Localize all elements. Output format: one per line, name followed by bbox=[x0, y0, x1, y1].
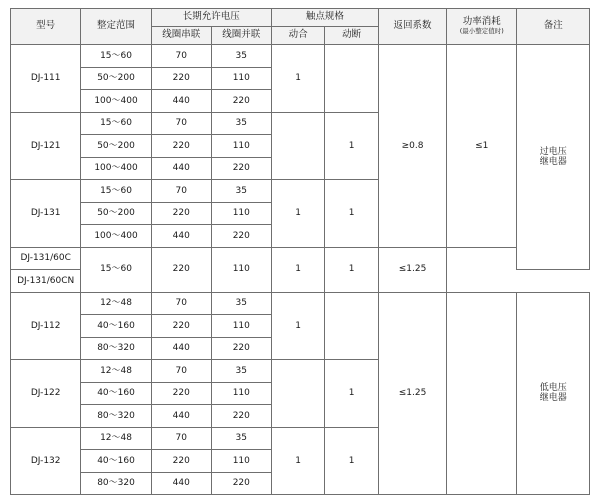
cell-series: 70 bbox=[151, 360, 211, 383]
cell-parallel: 220 bbox=[211, 472, 271, 495]
header-voltage-parallel: 线圈并联 bbox=[211, 27, 271, 45]
cell-series: 220 bbox=[151, 315, 211, 338]
cell-contact-make bbox=[271, 360, 325, 428]
cell-contact-make: 1 bbox=[271, 45, 325, 113]
cell-parallel: 35 bbox=[211, 292, 271, 315]
cell-model: DJ-111 bbox=[11, 45, 81, 113]
cell-range: 100～400 bbox=[81, 157, 151, 180]
cell-series: 440 bbox=[151, 337, 211, 360]
cell-contact-make: 1 bbox=[271, 427, 325, 495]
cell-parallel: 35 bbox=[211, 360, 271, 383]
cell-parallel: 35 bbox=[211, 427, 271, 450]
cell-parallel: 220 bbox=[211, 337, 271, 360]
cell-contact-break: 1 bbox=[325, 180, 379, 248]
cell-series: 440 bbox=[151, 405, 211, 428]
header-model: 型号 bbox=[11, 9, 81, 45]
cell-contact-make: 1 bbox=[271, 292, 325, 360]
remark-top-line2: 继电器 bbox=[539, 157, 567, 167]
cell-model: DJ-132 bbox=[11, 427, 81, 495]
cell-parallel: 220 bbox=[211, 90, 271, 113]
cell-series: 220 bbox=[151, 202, 211, 225]
header-remark: 备注 bbox=[517, 9, 590, 45]
cell-parallel: 110 bbox=[211, 450, 271, 473]
cell-parallel: 35 bbox=[211, 45, 271, 68]
cell-series: 440 bbox=[151, 225, 211, 248]
cell-range: 50～200 bbox=[81, 202, 151, 225]
cell-range: 12～48 bbox=[81, 360, 151, 383]
cell-series: 220 bbox=[151, 135, 211, 158]
cell-model: DJ-122 bbox=[11, 360, 81, 428]
cell-return-ratio-bottom: ≤1.25 bbox=[378, 292, 446, 495]
cell-range: 80～320 bbox=[81, 472, 151, 495]
cell-series: 220 bbox=[151, 382, 211, 405]
cell-range: 12～48 bbox=[81, 427, 151, 450]
remark-top-line1: 过电压 bbox=[539, 146, 567, 157]
cell-range: 80～320 bbox=[81, 337, 151, 360]
cell-parallel: 110 bbox=[211, 247, 271, 292]
cell-parallel: 35 bbox=[211, 112, 271, 135]
cell-series: 70 bbox=[151, 180, 211, 203]
cell-parallel: 220 bbox=[211, 405, 271, 428]
cell-series: 70 bbox=[151, 45, 211, 68]
cell-remark-top bbox=[517, 45, 590, 270]
header-contact-break: 动断 bbox=[325, 27, 379, 45]
cell-model: DJ-131/60C bbox=[11, 247, 81, 270]
cell-series: 70 bbox=[151, 427, 211, 450]
table-row bbox=[11, 292, 590, 315]
cell-contact-break: 1 bbox=[325, 360, 379, 428]
cell-contact-break bbox=[325, 292, 379, 360]
table-row bbox=[11, 247, 590, 270]
cell-parallel: 35 bbox=[211, 180, 271, 203]
cell-parallel: 220 bbox=[211, 225, 271, 248]
cell-parallel: 110 bbox=[211, 315, 271, 338]
cell-series: 70 bbox=[151, 112, 211, 135]
cell-range: 80～320 bbox=[81, 405, 151, 428]
cell-parallel: 110 bbox=[211, 135, 271, 158]
cell-contact-make bbox=[271, 112, 325, 180]
cell-model-2: DJ-131/60CN bbox=[11, 270, 81, 293]
header-voltage-group: 长期允许电压 bbox=[151, 9, 271, 27]
header-power-label: 功率消耗 bbox=[462, 16, 501, 28]
cell-range: 50～200 bbox=[81, 67, 151, 90]
cell-contact-break: 1 bbox=[325, 247, 379, 292]
cell-parallel: 110 bbox=[211, 382, 271, 405]
header-power-note: (最小整定值时) bbox=[459, 27, 504, 36]
cell-range: 40～160 bbox=[81, 382, 151, 405]
cell-parallel: 110 bbox=[211, 202, 271, 225]
cell-contact-break: 1 bbox=[325, 427, 379, 495]
cell-series: 440 bbox=[151, 90, 211, 113]
cell-contact-break: 1 bbox=[325, 112, 379, 180]
table-row bbox=[11, 45, 590, 68]
cell-power-special: ≤1.25 bbox=[378, 247, 446, 292]
cell-series: 440 bbox=[151, 157, 211, 180]
table-body bbox=[11, 45, 590, 495]
cell-range: 100～400 bbox=[81, 90, 151, 113]
cell-range: 12～48 bbox=[81, 292, 151, 315]
cell-return-ratio-top: ≥0.8 bbox=[378, 45, 446, 248]
cell-series: 220 bbox=[151, 247, 211, 292]
cell-model: DJ-131 bbox=[11, 180, 81, 248]
cell-series: 70 bbox=[151, 292, 211, 315]
header-row-main bbox=[11, 9, 590, 27]
remark-bottom-line1: 低电压 bbox=[539, 382, 567, 393]
cell-range: 15～60 bbox=[81, 180, 151, 203]
cell-model: DJ-112 bbox=[11, 292, 81, 360]
header-return-ratio: 返回系数 bbox=[378, 9, 446, 45]
cell-contact-make: 1 bbox=[271, 247, 325, 292]
cell-series: 220 bbox=[151, 67, 211, 90]
cell-range: 50～200 bbox=[81, 135, 151, 158]
header-range: 整定范围 bbox=[81, 9, 151, 45]
cell-range: 15～60 bbox=[81, 45, 151, 68]
header-contact-make: 动合 bbox=[271, 27, 325, 45]
cell-range: 40～160 bbox=[81, 315, 151, 338]
header-power bbox=[447, 9, 517, 45]
remark-bottom-line2: 继电器 bbox=[539, 393, 567, 404]
cell-model: DJ-121 bbox=[11, 112, 81, 180]
relay-spec-table bbox=[10, 8, 590, 495]
cell-remark-bottom bbox=[517, 292, 590, 495]
cell-series: 440 bbox=[151, 472, 211, 495]
cell-power-top: ≤1 bbox=[447, 45, 517, 248]
cell-range: 100～400 bbox=[81, 225, 151, 248]
cell-contact-break bbox=[325, 45, 379, 113]
cell-parallel: 220 bbox=[211, 157, 271, 180]
cell-range: 15～60 bbox=[81, 247, 151, 292]
cell-range: 15～60 bbox=[81, 112, 151, 135]
header-contact-group: 触点规格 bbox=[271, 9, 378, 27]
cell-power-bottom bbox=[447, 292, 517, 495]
cell-contact-make: 1 bbox=[271, 180, 325, 248]
header-voltage-series: 线圈串联 bbox=[151, 27, 211, 45]
cell-parallel: 110 bbox=[211, 67, 271, 90]
table-header bbox=[11, 9, 590, 45]
cell-series: 220 bbox=[151, 450, 211, 473]
cell-range: 40～160 bbox=[81, 450, 151, 473]
